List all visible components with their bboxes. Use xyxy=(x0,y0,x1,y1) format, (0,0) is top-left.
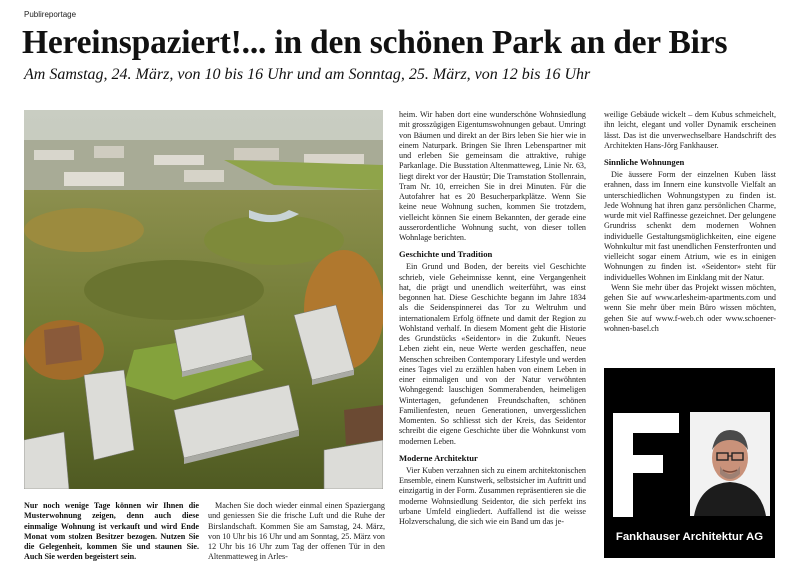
col4-paragraph-1: weilige Gebäude wickelt – dem Kubus schmeichelt, ihn leicht, elegant und voller Dynamik erscheinen lässt. Das ist die unverwechselbare Handschrift des Architekten Hans-Jörg Fankhauser. xyxy=(604,110,776,150)
f-logo-icon xyxy=(613,413,683,517)
portrait-icon xyxy=(690,412,770,516)
page-title: Hereinspaziert!... in den schönen Park an der Birs xyxy=(22,24,728,61)
aerial-photo xyxy=(24,110,383,489)
advertisement-box xyxy=(604,368,775,558)
col3-paragraph-1: heim. Wir haben dort eine wunderschöne Wohnsiedlung mit grosszügigen Eigentumswohnungen gebaut. Umringt von Bäumen und direkt an der Birs leben Sie hier wie in einem Naturpark. Bringen Sie Ihren Lebenspartner mit und erleben Sie gemeinsam die attraktive, ruhige Parkanlage. Die Busstation Altenmatteweg, Linie Nr. 63, liegt direkt vor der Haustür; Die Tramstation Stollenrain, Tram Nr. 10, erreichen Sie in drei Minuten. Für die Autofahrer hat es 20 Besucherparkplätze. Wenn Sie keine neue Wohnung suchen, kommen Sie trotzdem, vielleicht können Sie einem Bekannten, der gerade eine ausserordentliche Wohnung sucht, von dieser tollen Wohnlage berichten. xyxy=(399,110,586,242)
col4-paragraph-2: Die äussere Form der einzelnen Kuben lässt erahnen, dass im Innern eine kunstvolle Vielfalt an unterschiedlichen Wohnungstypen zu finden ist. Jede Wohnung hat ihren ganz persönlichen Charme, wurde mit viel Raffinesse gezeichnet. Der gelungene Grundriss schenkt dem modernen Wohnen individuelle Gestaltungsmöglichkeiten, eine eigene Wohnkultur mit fast unendlichen Fensterfronten und vielleicht sogar einem Atrium, wie es in einigen Wohnungen zu finden ist. «Seidentor» steht für individuelles Wohnen im Einklang mit der Natur. xyxy=(604,170,776,282)
kicker-publireportage: Publireportage xyxy=(24,10,77,19)
column-3 xyxy=(399,110,586,527)
column-4 xyxy=(604,110,776,334)
company-name: Fankhauser Architektur AG xyxy=(615,531,764,543)
col3-paragraph-2: Ein Grund und Boden, der bereits viel Geschichte schrieb, viele Geheimnisse kennt, eine Vergangenheit hat, die prägt und unendlich weiterführt, was einst begonnen hat. Diese Geschichte begann im Jahre 1834 als die Seidenspinnerei das Tor zu Weltruhm und internationalem Erfolg öffnete und damit der Region zu Wohlstand verhalf. In diesem Moment geht die Historie des Grundstücks «Seidentor» in die Zukunft. Neues Leben zieht ein, neue Werte werden geschaffen, neue Menschen schreiben Contemporary Lifestyle und werden eines Tages viel zu erzählen haben von einem Leben in einer einmaligen und von der Natur verwöhnten Wohngegend: lauschigen Sommerabenden, heimeligen Wintertagen, gefundenen Freundschaften, schönen Familienfesten, neuen Generationen, unvergesslichen Momenten. So schliesst sich der Kreis, das Seidentor schreibt die eigene Geschichte über die Wohnkunst vom modernen Leben. xyxy=(399,262,586,446)
aerial-photo-illustration xyxy=(24,110,383,489)
heading-architektur: Moderne Architektur xyxy=(399,452,478,463)
col2-paragraph: Machen Sie doch wieder einmal einen Spaziergang und geniessen Sie die frische Luft und die Ruhe der Birslandschaft. Kommen Sie am Samstag, 24. März, von 10 Uhr bis 16 Uhr und am Sonntag, 25. März von 12 Uhr bis 16 Uhr zum Tag der offenen Tür in den Altenmatteweg in Arles- xyxy=(208,501,385,562)
heading-geschichte: Geschichte und Tradition xyxy=(399,249,493,260)
column-2-text xyxy=(208,501,385,563)
col3-paragraph-3: Vier Kuben verzahnen sich zu einem architektonischen Ensemble, einem Kunstwerk, selbstsicher im Auftritt und einzigartig in der Form. Zusammen repräsentieren sie die moderne Wohnsiedlung Seidentor, die sich perfekt ins urbane Umfeld eingliedert. Auffallend ist die weisse Holzverschalung, die sich wie ein Band um das je- xyxy=(399,465,586,526)
architect-portrait xyxy=(690,412,770,516)
lead-paragraph: Nur noch wenige Tage können wir Ihnen die Musterwohnung zeigen, denn auch diese einmalige Wohnung ist verkauft und wird Ende Monat vom stolzen Besitzer bezogen. Nutzen Sie die Gelegenheit, kommen Sie und staunen Sie. Auch Sie werden begeistert sein. xyxy=(24,501,199,562)
col4-paragraph-3: Wenn Sie mehr über das Projekt wissen möchten, gehen Sie auf www.arlesheim-apartments.com und wenn Sie mehr über mein Büro wissen möchten, gehen Sie auf www.f-web.ch oder www.schoener-wohnen-basel.ch xyxy=(604,282,776,333)
heading-wohnungen: Sinnliche Wohnungen xyxy=(604,157,685,167)
subheadline: Am Samstag, 24. März, von 10 bis 16 Uhr und am Sonntag, 25. März, von 12 bis 16 Uhr xyxy=(24,66,591,83)
